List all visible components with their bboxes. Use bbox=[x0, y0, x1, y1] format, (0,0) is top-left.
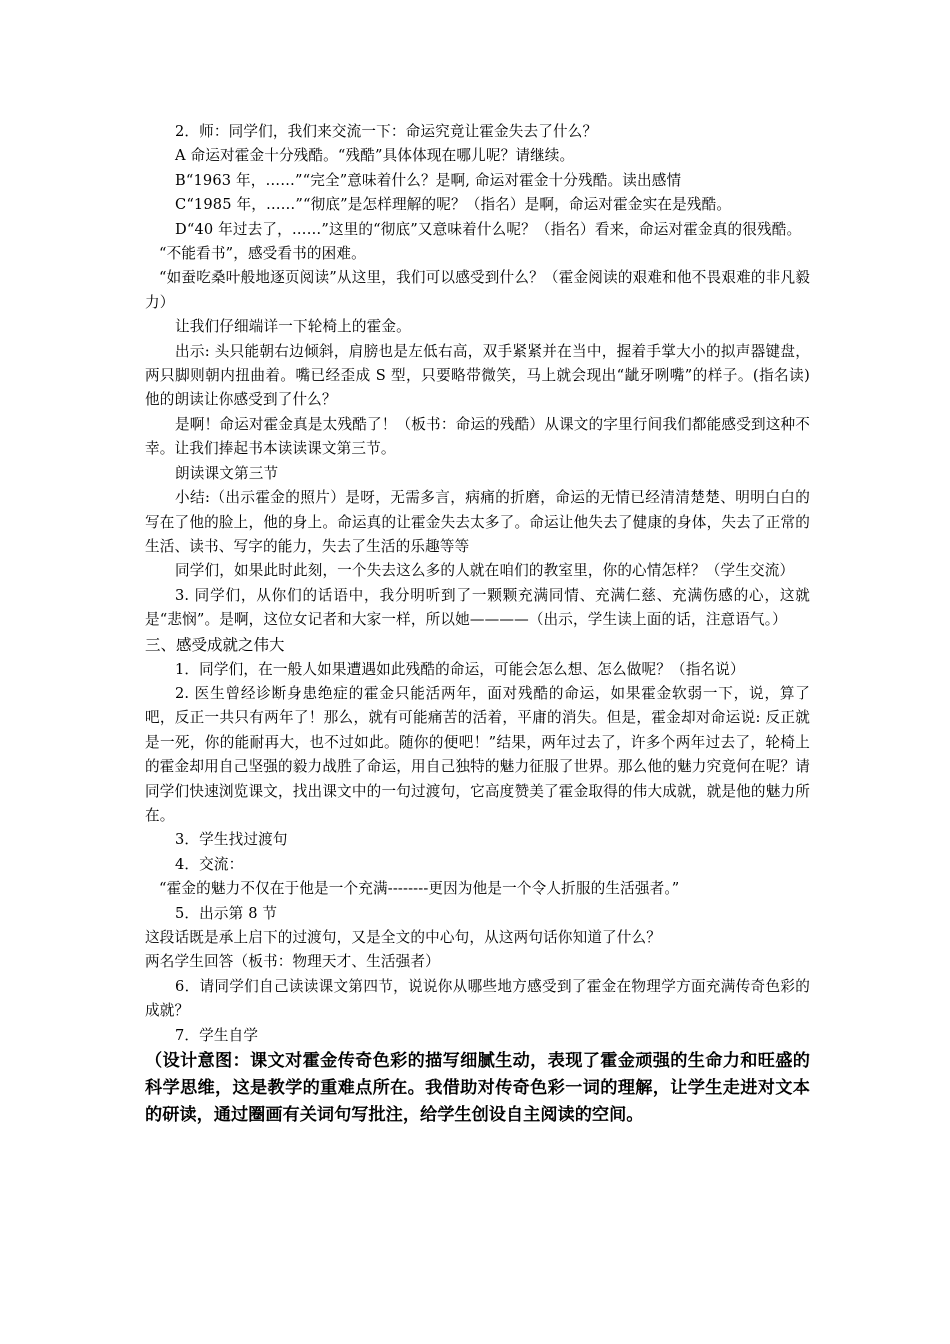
paragraph-14: 3. 同学们，从你们的话语中，我分明听到了一颗颗充满同情、充满仁慈、充满伤感的心，这就是“悲悯”。是啊，这位女记者和大家一样，所以她————（出示，学生读上面的话，注意语气。） bbox=[145, 586, 810, 629]
paragraph-11: 朗读课文第三节 bbox=[175, 464, 279, 482]
paragraph-6: “不能看书”，感受看书的困难。 bbox=[159, 245, 366, 263]
document-page bbox=[145, 120, 810, 1129]
paragraph-12: 小结:（出示霍金的照片）是呀，无需多言，病痛的折磨，命运的无情已经清清楚楚、明明白白的写在了他的脸上，他的身上。命运真的让霍金失去太多了。命运让他失去了健康的身体，失去了正常的生活、读书、写字的能力，失去了生活的乐趣等等 bbox=[145, 489, 810, 555]
section-heading: 三、感受成就之伟大 bbox=[145, 635, 285, 654]
paragraph-4: C“1985 年，……”“彻底”是怎样理解的呢？（指名）是啊，命运对霍金实在是残酷。 bbox=[175, 196, 732, 214]
paragraph-2: A 命运对霍金十分残酷。“残酷”具体体现在哪儿呢？请继续。 bbox=[175, 147, 575, 165]
paragraph-21: 5．出示第 8 节 bbox=[175, 904, 278, 922]
paragraph-3: B“1963 年，……”“完全”意味着什么？是啊, 命运对霍金十分残酷。读出感情 bbox=[175, 171, 682, 189]
paragraph-7: “如蚕吃桑叶般地逐页阅读”从这里，我们可以感受到什么？（霍金阅读的艰难和他不畏艰难的非凡毅力） bbox=[145, 269, 810, 311]
paragraph-24: 6．请同学们自己读读课文第四节，说说你从哪些地方感受到了霍金在物理学方面充满传奇色彩的成就？ bbox=[145, 977, 810, 1020]
paragraph-9: 出示: 头只能朝右边倾斜，肩膀也是左低右高，双手紧紧并在当中，握着手掌大小的拟声器键盘，两只脚则朝内扭曲着。嘴已经歪成 S 型，只要略带微笑，马上就会现出“龇牙咧嘴”的样子。(指名读) 他的朗读让你感受到了什么？ bbox=[145, 342, 810, 409]
paragraph-22: 这段话既是承上启下的过渡句，又是全文的中心句，从这两句话你知道了什么？ bbox=[145, 929, 662, 946]
paragraph-16: 1．同学们，在一般人如果遭遇如此残酷的命运，可能会怎么想、怎么做呢？（指名说） bbox=[175, 660, 745, 678]
paragraph-8: 让我们仔细端详一下轮椅上的霍金。 bbox=[175, 318, 411, 336]
paragraph-17: 2. 医生曾经诊断身患绝症的霍金只能活两年，面对残酷的命运，如果霍金软弱一下，说，算了吧，反正一共只有两年了！那么，就有可能痛苦的活着，平庸的消失。但是，霍金却对命运说: 反正就是一死，你的能耐再大，也不过如此。随你的便吧！”结果，两年过去了，许多个两年过去了，轮椅上的霍金却用自己坚强的毅力战胜了命运，用自己独特的魅力征服了世界。那么他的魅力究竟何在呢？请同学们快速浏览课文，找出课文中的一句过渡句，它高度赞美了霍金取得的伟大成就，就是他的魅力所在。 bbox=[145, 684, 810, 824]
paragraph-18: 3．学生找过渡句 bbox=[175, 831, 288, 849]
paragraph-20: “霍金的魅力不仅在于他是一个充满--------更因为他是一个令人折服的生活强者。” bbox=[159, 880, 680, 898]
paragraph-19: 4．交流： bbox=[175, 855, 244, 873]
paragraph-13: 同学们，如果此时此刻，一个失去这么多的人就在咱们的教室里，你的心情怎样？（学生交流） bbox=[175, 562, 795, 580]
paragraph-1: 2．师：同学们，我们来交流一下：命运究竟让霍金失去了什么？ bbox=[175, 123, 598, 140]
design-intent-note: （设计意图：课文对霍金传奇色彩的描写细腻生动，表现了霍金顽强的生命力和旺盛的科学思维，这是教学的重难点所在。我借助对传奇色彩一词的理解，让学生走进对文本的研读，通过圈画有关词句写批注，给学生创设自主阅读的空间。 bbox=[145, 1051, 810, 1126]
paragraph-5: D“40 年过去了，……”这里的“彻底”又意味着什么呢？（指名）看来，命运对霍金真的很残酷。 bbox=[175, 220, 802, 238]
paragraph-10: 是啊！命运对霍金真是太残酷了！（板书：命运的残酷）从课文的字里行间我们都能感受到这种不幸。让我们捧起书本读读课文第三节。 bbox=[145, 415, 810, 458]
paragraph-23: 两名学生回答（板书：物理天才、生活强者） bbox=[145, 953, 440, 971]
paragraph-25: 7．学生自学 bbox=[175, 1026, 259, 1044]
